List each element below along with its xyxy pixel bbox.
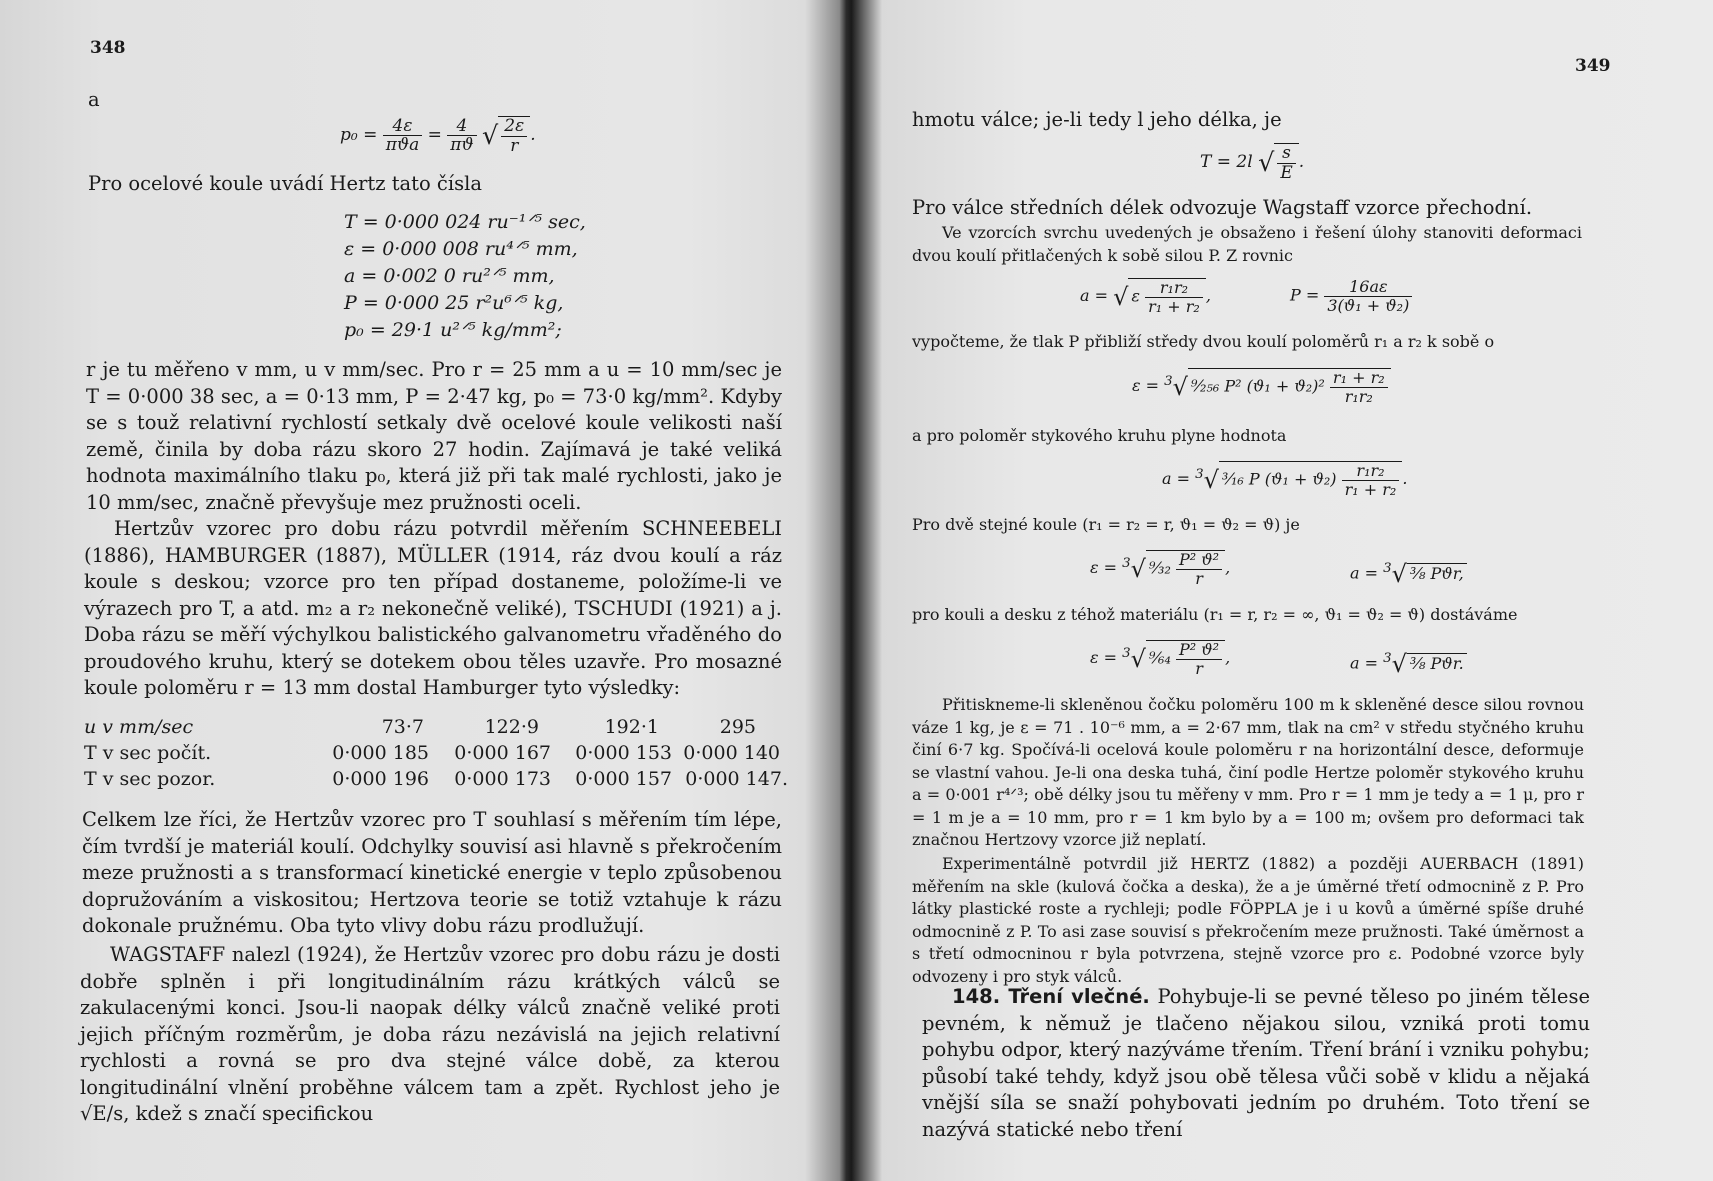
equation-a — [1080, 278, 1211, 315]
table-header-cell: 192·1 — [604, 716, 659, 738]
table-cell: 0·000 157 — [575, 768, 672, 790]
numerator: P² ϑ² — [1176, 551, 1222, 570]
small-paragraph-1: Ve vzorcích svrchu uvedených je obsaženo i řešení úlohy stanoviti deformaci dvou koulí přitlačených k sobě silou P. Z rovnic — [912, 223, 1582, 265]
table-cell: 0·000 185 — [332, 742, 429, 764]
equation-pair-1-a — [1350, 560, 1467, 588]
formula-lhs: a = — [1080, 286, 1109, 306]
formula-lhs: P = — [1290, 285, 1320, 305]
table-row-label: T v sec počít. — [84, 742, 212, 764]
hertz-value-eps: ε = 0·000 008 ru⁴ᐟ⁵ mm, — [344, 238, 578, 260]
results-table — [84, 716, 788, 796]
fraction — [447, 117, 476, 155]
factor: ε — [1131, 286, 1141, 306]
denominator: r₁ + r₂ — [1148, 296, 1200, 316]
cube-root: √ ³⁄₈ Pϑr, — [1392, 560, 1467, 588]
root-index: 3 — [1195, 466, 1204, 482]
cube-root: √ ³⁄₈ Pϑr. — [1392, 650, 1467, 678]
formula-lhs: T = 2l — [1200, 152, 1253, 173]
page-number-right: 349 — [1575, 56, 1611, 76]
formula-lhs: ε = — [1090, 558, 1118, 578]
right-page — [850, 0, 1713, 1181]
factor: P² (ϑ₁ + ϑ₂)² — [1224, 376, 1325, 396]
paragraph-3: Celkem lze říci, že Hertzův vzorec pro T souhlasí s měřením tím lépe, čím tvrdší je materiál koulí. Odchylky souvisí asi hlavně s překročením meze pružnosti a s transformací kinetické energie v teplo způsobenou dopružováním a viskositou; Hertzova teorie se totiž vztahuje k rázu dokonale pružnému. Oba tyto vlivy dobu rázu prodlužují. — [82, 808, 782, 937]
denominator: πϑa — [385, 135, 420, 156]
numerator: s — [1277, 144, 1295, 164]
denominator: r — [1195, 658, 1203, 678]
coefficient: ⁹⁄₂₅₆ — [1190, 376, 1220, 396]
cube-root: √ ⁹⁄₆₄ $\frac{\text{P² ϑ²}}{r}$ — [1131, 640, 1225, 677]
small-paragraph-2: vypočteme, že tlak P přibliží středy dvou koulí poloměrů r₁ a r₂ k sobě o — [912, 332, 1495, 351]
numerator: r₁r₂ — [1145, 279, 1203, 298]
table-header-cell: 73·7 — [381, 716, 424, 738]
root-index: 3 — [1164, 373, 1173, 389]
small-paragraph-7: Experimentálně potvrdil již HERTZ (1882) a později AUERBACH (1891) měřením na skle (kulová čočka a deska), že a je úměrné třetí odmocnině z P. Pro látky plastické roste a rychleji; podle FÖPPLA je i u kovů a úměrné spíše druhé odmocnině z P. To asi zase souvisí s překročením meze pružnosti. Také úměrnost a s třetí odmocninou r byla potvrzena, stejně vzorce pro ε. Podobné vzorce byly odvozeny i pro styk válců. — [912, 854, 1584, 986]
table-header-cell: 122·9 — [484, 716, 539, 738]
numerator: r₁r₂ — [1342, 462, 1400, 481]
root-index: 3 — [1383, 651, 1392, 667]
comma: , — [1205, 286, 1211, 306]
cube-root: √ ⁹⁄₃₂ $\frac{\text{P² ϑ²}}{r}$ — [1131, 550, 1225, 587]
equation-pair-2-a — [1350, 650, 1467, 678]
root-index: 3 — [1122, 555, 1131, 571]
denominator: πϑ — [450, 135, 474, 156]
formula-lhs: ε = — [1132, 376, 1160, 396]
hertz-value-T: T = 0·000 024 ru⁻¹ᐟ⁵ sec, — [344, 211, 586, 233]
right-line-1: hmotu válce; je-li tedy l jeho délka, je — [912, 108, 1282, 131]
equation-P — [1290, 278, 1412, 314]
denominator: 3(ϑ₁ + ϑ₂) — [1327, 295, 1410, 315]
formula-lhs: a = — [1350, 563, 1379, 583]
denominator: r₁ + r₂ — [1344, 479, 1397, 499]
formula-lhs: ε = — [1090, 648, 1118, 668]
hertz-value-a: a = 0·002 0 ru²ᐟ⁵ mm, — [344, 265, 555, 287]
equals: = — [427, 125, 442, 146]
coefficient: ³⁄₁₆ — [1221, 469, 1244, 489]
section-text: Pohybuje-li se pevné těleso po jiném tělese pevném, k němuž je tlačeno nějakou silou, vzniká proti tomu pohybu odpor, který nazýváme třením. Tření brání i vzniku pohybu; působí také tehdy, když jsou obě tělesa vůči sobě v klidu a nějaká vnější síla se snaží pohybovati jedním po druhém. Toto tření se nazývá statické nebo tření — [922, 985, 1590, 1141]
numerator: 16aε — [1324, 278, 1412, 297]
denominator: E — [1280, 162, 1293, 183]
period: . — [1298, 152, 1305, 173]
period: . — [530, 125, 536, 146]
table-header-label: u v mm/sec — [84, 716, 194, 738]
text-a: a — [88, 88, 100, 111]
table-cell: 0·000 140 — [683, 742, 780, 764]
left-page — [0, 0, 830, 1181]
denominator: r — [1195, 568, 1203, 588]
cube-root: √ ⁹⁄₂₅₆ P² (ϑ₁ + ϑ₂)² $\frac{\text{r₁ + r₂}}{\text{r₁r₂}}$ — [1173, 368, 1391, 405]
formula-T — [1200, 143, 1304, 182]
equation-eps — [1132, 368, 1391, 405]
paragraph-2: Hertzův vzorec pro dobu rázu potvrdil měřením SCHNEEBELI (1886), HAMBURGER (1887), MÜLLER (1914, ráz dvou koulí a ráz koule s deskou; vzorce pro ten případ dostaneme, položíme-li ve výrazech pro T, a atd. m₂ a r₂ nekonečně veliké), TSCHUDI (1921) a j. Doba rázu se měří výchylkou balistického galvanometru vřaděného do proudového kruhu, který se dotekem obou těles uzavře. Pro mosazné koule poloměru r = 13 mm dostal Hamburger tyto výsledky: — [84, 517, 782, 699]
small-paragraph-4: Pro dvě stejné koule (r₁ = r₂ = r, ϑ₁ = ϑ₂ = ϑ) je — [912, 515, 1300, 534]
cube-root: √ ³⁄₁₆ P (ϑ₁ + ϑ₂) $\frac{\text{r₁r₂}}{\text{r₁ + r₂}}$ — [1204, 461, 1403, 498]
fraction — [383, 117, 422, 155]
hertz-intro: Pro ocelové koule uvádí Hertz tato čísla — [88, 172, 482, 195]
square-root: √ $\frac{2\varepsilon}{r}$ — [482, 116, 530, 155]
hertz-value-P: P = 0·000 25 r²u⁶ᐟ⁵ kg, — [344, 292, 564, 314]
formula-lhs: a = — [1162, 469, 1191, 489]
square-root: √ $\frac{s}{E}$ — [1258, 143, 1299, 182]
numerator: 4 — [447, 117, 476, 137]
radicand: ³⁄₈ Pϑr, — [1407, 563, 1467, 583]
section-148-paragraph — [922, 984, 1590, 1143]
numerator: 2ε — [501, 117, 527, 137]
table-cell: 0·000 153 — [575, 742, 672, 764]
table-header-cell: 295 — [719, 716, 756, 738]
section-heading: 148. Tření vlečné. — [952, 985, 1150, 1008]
coefficient: ⁹⁄₃₂ — [1148, 558, 1171, 578]
small-paragraph-3: a pro poloměr stykového kruhu plyne hodnota — [912, 426, 1287, 445]
coefficient: ⁹⁄₆₄ — [1148, 648, 1171, 668]
radicand: ³⁄₈ Pϑr. — [1407, 653, 1467, 673]
table-cell: 0·000 173 — [454, 768, 551, 790]
small-paragraph-5: pro kouli a desku z téhož materiálu (r₁ = r, r₂ = ∞, ϑ₁ = ϑ₂ = ϑ) dostáváme — [912, 605, 1518, 624]
denominator: r₁r₂ — [1344, 386, 1373, 406]
right-line-2: Pro válce středních délek odvozuje Wagstaff vzorce přechodní. — [912, 196, 1533, 219]
comma: , — [1225, 648, 1231, 668]
hertz-value-p0: p₀ = 29·1 u²ᐟ⁵ kg/mm²; — [344, 319, 562, 341]
numerator: 4ε — [383, 117, 422, 137]
paragraph-1: r je tu měřeno v mm, u v mm/sec. Pro r = 25 mm a u = 10 mm/sec je T = 0·000 38 sec, a = 0·13 mm, P = 2·47 kg, p₀ = 73·0 kg/mm². Kdyby se s touž relativní rychlostí setkaly dvě ocelové koule velikosti naší země, činila by doba rázu skoro 27 hodin. Zajímavá je také veliká hodnota maximálního tlaku p₀, která již při tak malé rychlosti, jako je 10 mm/sec, značně převyšuje mez pružnosti oceli. — [86, 358, 782, 514]
table-cell: 0·000 147. — [685, 768, 788, 790]
table-cell: 0·000 196 — [332, 768, 429, 790]
small-paragraph-6: Přitiskneme-li skleněnou čočku poloměru 100 m k skleněné desce silou rovnou váze 1 kg, je ε = 71 . 10⁻⁶ mm, a = 2·67 mm, tlak na cm² v středu styčného kruhu činí 6·7 kg. Spočívá-li ocelová koule poloměru r na horizontální desce, deformuje se vlastní vahou. Je-li ona deska tuhá, činí podle Hertze poloměr stykového kruhu a = 0·001 r⁴ᐟ³; obě délky jsou tu měřeny v mm. Pro r = 1 mm je tedy a = 1 μ, pro r = 1 m je a = 10 mm, pro r = 1 km bylo by a = 100 m; ovšem pro deformaci tak značnou Hertzovy vzorce již neplatí. — [912, 695, 1584, 849]
square-root: √ ε $\frac{\text{r₁r₂}}{\text{r₁ + r₂}}$ — [1113, 278, 1206, 315]
table-cell: 0·000 167 — [454, 742, 551, 764]
equation-pair-2-eps — [1090, 640, 1230, 677]
formula-lhs: p₀ = — [340, 125, 378, 146]
numerator: P² ϑ² — [1176, 641, 1222, 660]
denominator: r — [510, 135, 519, 156]
equation-pair-1-eps — [1090, 550, 1230, 587]
page-number-left: 348 — [90, 38, 126, 58]
root-index: 3 — [1122, 645, 1131, 661]
formula-p0 — [340, 116, 536, 155]
comma: , — [1225, 558, 1231, 578]
paragraph-4: WAGSTAFF nalezl (1924), že Hertzův vzorec pro dobu rázu je dosti dobře splněn i při longitudinálním rázu krátkých válců se zakulacenými konci. Jsou-li naopak délky válců značně veliké proti jejich příčným rozměrům, je doba rázu nezávislá na jejich relativní rychlosti a rovná se pro dva stejné válce době, za kterou longitudinální vlnění proběhne válcem tam a zpět. Rychlost jeho je √E/s, kdež s značí specifickou — [80, 943, 780, 1125]
table-row-label: T v sec pozor. — [84, 768, 216, 790]
period: . — [1402, 469, 1408, 489]
equation-a2 — [1162, 461, 1407, 498]
numerator: r₁ + r₂ — [1330, 369, 1388, 388]
formula-lhs: a = — [1350, 653, 1379, 673]
root-index: 3 — [1383, 561, 1392, 577]
factor: P (ϑ₁ + ϑ₂) — [1248, 469, 1337, 489]
